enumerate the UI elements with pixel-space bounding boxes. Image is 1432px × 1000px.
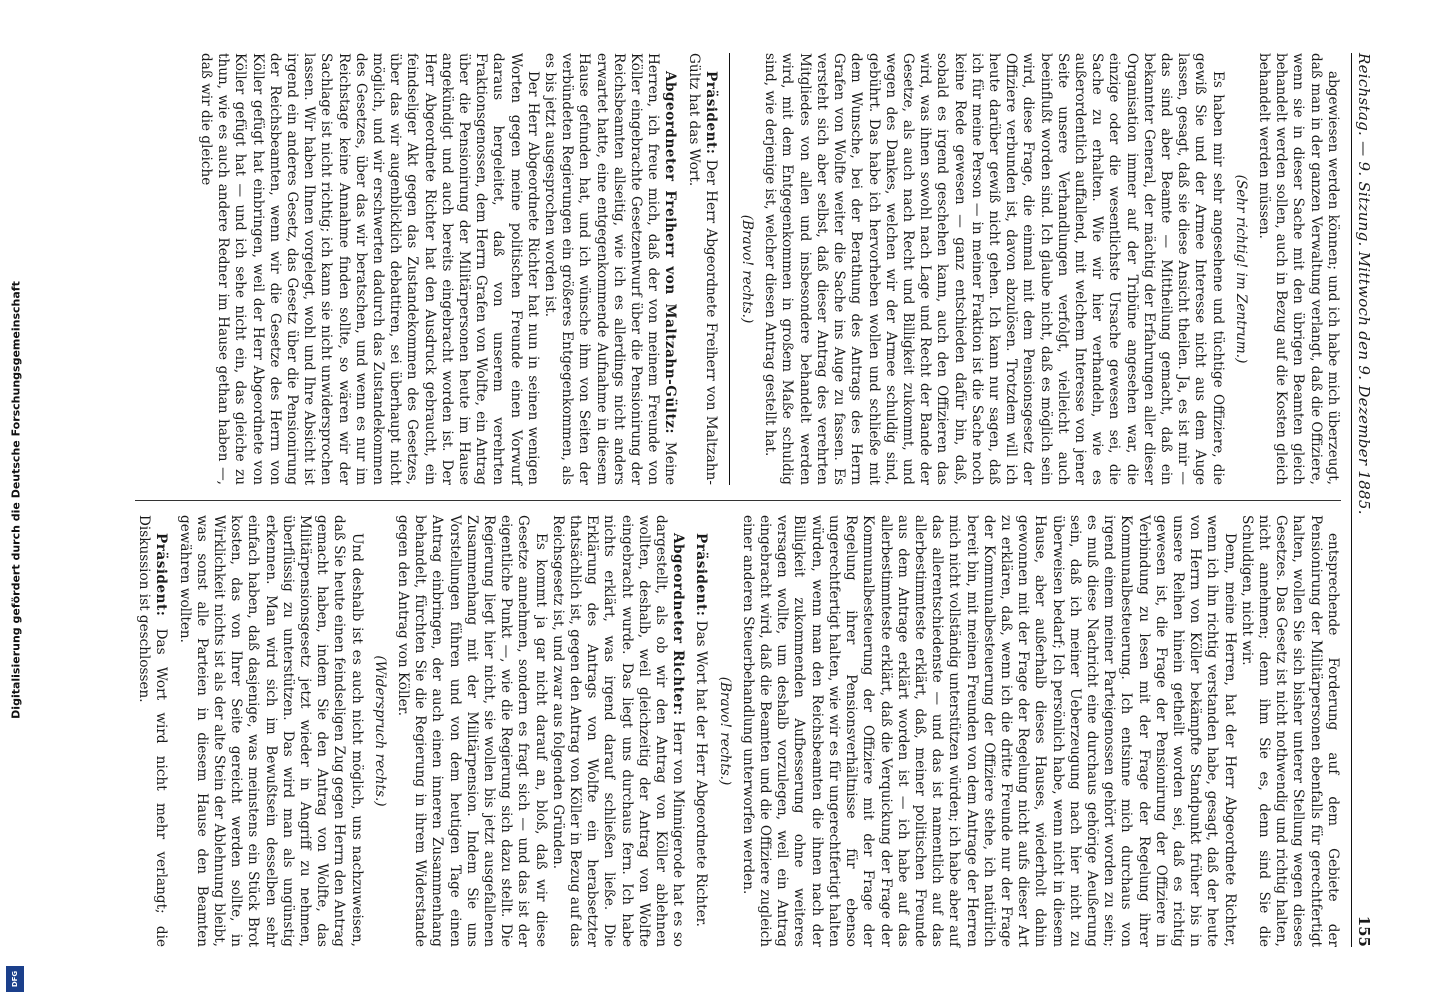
column-divider (135, 500, 1341, 501)
paragraph: Es kommt ja gar nicht darauf an, bloß, daß wir diese Gesetze annehmen, sondern es fragt sich — und das ist der eigentliche Punkt —, wie die Regierung sich dazu stellt. Die Regierung liegt hier nicht, sie wollen bis jetzt ausgefallenen Zusammenhang mit der Militärpension. Indem Sie uns Vorstellungen führen und von dem heutigen Tage einen Antrag einbringen, der auch einen inneren Zusammenhang behandelt, fürchten Sie die Regierung in ihrem Widerstande gegen den Antrag von Köller. (395, 515, 549, 947)
separator-rule (729, 53, 730, 485)
stage-note: (Sehr richtig! im Zentrum.) (1232, 174, 1249, 364)
speech-text: Das Wort hat der Herr Abgeordnete Richter. (693, 620, 710, 927)
paragraph: Denn, meine Herren, hat der Herr Abgeordnete Richter, wenn ich ihn richtig verstanden habe, gesagt, daß der heute von Herrn von Köller bekämpfte Standpunkt früher bis in unsere Reihen hinein getheilt worden sei, daß es richtig gewesen ist, die Frage der Pensionirung der Offiziere in Verbindung zu lesen mit der Frage der Regelung ihrer Kommunalbesteuerung. Ich entsinne mich durchaus von irgend einem meiner Parteigenossen gehört worden zu sein; es muß diese Nachricht eine durchaus gehörige Aeußerung sein, daß ich meiner Ueberzeugung nach hier nicht zu überweisen bedarf; Ich persönlich habe, wenn nicht in diesem Hause, aber außerhalb dieses Hauses, wiederholt dahin gewonnen mit der Frage der Regelung nicht aufs dieser Art zu erklären, daß, wenn ich die dritte Freunde nur der Frage der Kommunalbesteuerung der Offiziere stehe, ich natürlich bereit bin, mit meinen Freunden von dem Antrage der Herren mich nicht vollständig unterstützen würden; ich habe aber auf das allerentschiedenste — und das ist namentlich auf das allerbestimmteste erklärt, daß, meiner politischen Freunde aus dem Antrage erklärt worden ist — ich habe auf das allerbestimmteste erklärt, daß die Verquickung der Frage der Kommunalbesteuerung der Offiziere mit der Frage der Regelung ihrer Pensionsverhältnisse für ebenso ungerechtfertigt halten, wie wir es für ungerechtfertigt halten würden, wenn man den Reichsbeamten die ihnen nach der Billigkeit zukommenden Aufbesserung ohne weiteres versagen wollte, um deshalb vorzulegen, weil ein Antrag eingebracht wird, daß die Beamten und die Offiziere zugleich einer anderen Steuerbehandlung unterworfen werden. (739, 515, 1238, 947)
speaker-name: Abgeordneter Richter: (670, 533, 687, 716)
dfg-logo-icon (6, 966, 24, 992)
speech-paragraph (541, 53, 679, 485)
paragraph: Und deshalb ist es auch nicht möglich, uns nachzuweisen, daß Sie heute einen feindseligen Zug gegen Herrn den Antrag gemacht haben, indem Sie den Antrag von Wolfte, das Militärpensionsgesetz jetzt wieder in Angriff zu nehmen, überflüssig zu unterstützen. Das wird man als ungünstig erkennen. Man wird sich im Bewußtsein desselben sehr einfach haben, daß dasjenige, was meinstens ein Stück Brot kosten, das von Ihrer Seite gereicht werden sollte, in Wirklichkeit nichts ist als der alte Stein der Ablehnung bleibt, was sonst alle Parteien in diesem Hause den Beamten gewähren wollten. (176, 515, 365, 947)
speech-paragraph (549, 515, 687, 947)
running-head: Reichstag. — 9. Sitzung. Mittwoch den 9. Dezember 1885. (1355, 53, 1373, 515)
column-right (135, 53, 1341, 485)
page-number: 155 (1355, 915, 1373, 947)
speech-text: Meine Herren, ich freue mich, daß der von meinem Freunde von Köller eingebrachte Gesetzentwurf über die Pensionirung der Reichsbeamten allseitig, wie ich es allerdings nicht anders erwartet hatte, eine entgegenkommende Aufnahme in diesem Hause gefunden hat, und ich wünsche ihm von Seiten der verbündeten Regierungen ein größeres Entgegenkommen, als es bis jetzt ausgesprochen worden ist. (542, 53, 679, 486)
funding-note: Digitalisierung gefördert durch die Deutsche Forschungsgemeinschaft (9, 281, 23, 719)
speaker-name: Präsident: (153, 533, 170, 617)
speech-text: Der Herr Abgeordnete Freiherr von Maltzahn-Gültz hat das Wort. (685, 53, 719, 486)
text-columns (135, 53, 1341, 947)
document-page (46, 15, 1386, 985)
digitization-footer (4, 0, 28, 1000)
stage-note: (Bravo! rechts.) (739, 214, 756, 324)
stage-note: (Bravo! rechts.) (716, 676, 733, 786)
speech-paragraph (135, 515, 169, 947)
speaker-name: Abgeordneter Freiherr von Maltzahn-Gültz: (662, 71, 679, 434)
stage-note: (Widerspruch rechts.) (371, 655, 388, 807)
paragraph: entsprechende Forderung auf dem Gebiete der Pensionirung der Militärpersonen ebenfalls für gerechtfertigt halten, wollen Sie sich bisher unterer Stellung wegen dieses Gesetzes. Das Gesetz ist nicht nothwendig und richtig halten, nicht annehmen; denn ihm Sie es, denn sind Sie die Schuldigen, nicht wir. (1238, 515, 1341, 947)
speech-text: Das Wort wird nicht mehr verlangt; die Diskussion ist geschlossen. (136, 515, 170, 947)
paragraph: Es haben mir sehr angesehene und tüchtige Offiziere, die gewiß Sie und der Armee Interesse nicht aus dem Auge lassen, gesagt, daß sie diese Ansicht theilen. Ja, es ist mir — das sind aber Beamte — Mittheilung gemacht, daß ein bekannter General, der mächtig der Erfahrungen aller dieser Organisation immer auf der Tribüne angesehen war, die einzige oder die wesentlichste Ursache gewesen sei, die Sache zu erhalten. Wie wir hier verhandeln, wie es außerordentlich auffallend, mit welchem Interesse von jener Seite unsere Verhandlungen verfolgt, vielleicht auch beeinflußt worden sind. Ich glaube nicht, daß es möglich sein wird, diese Frage, die einmal mit dem Pensionsgesetz der Offiziere verbunden ist, davon abzulösen. Trotzdem will ich heute darüber gewiß nicht gehen. Ich kann nur sagen, daß ich für meine Person — in meiner Fraktion ist die Sache noch keine Rede gewesen — ganz entschieden dafür bin, daß, sobald es irgend geschehen kann, auch den Offizieren das wird, was ihnen sowohl nach Lage und Recht der Bande der Gesetze, als auch nach Recht und Billigkeit zukommt, und wegen des Dankes, welchen wir der Armee schuldig sind, gebührt. Das habe ich hervorheben wollen und schließe mit dem Wunsche, bei der Berathung des Antrags des Herrn Grafen von Wolfte weiter die Sache ins Auge zu fassen. Es versteht sich aber selbst, daß dieser Antrag des verehrten Mitgliedes von allen und insbesondere behandelt werden wird, mit dem Entgegenkommen in großem Maße schuldig sind, wie derjenige ist, welcher diesen Antrag gestellt hat. (762, 53, 1226, 485)
speech-paragraph (692, 515, 709, 947)
paragraph: Der Herr Abgeordnete Richter hat nun in seinen wenigen Worten gegen meine politischen Freunde einen Vorwurf daraus hergeleitet, daß von unserem verehrten Fraktionsgenossen, dem Herrn Grafen von Wolfte, ein Antrag über die Pensionirung der Militärpersonen heute im Hause angekündigt und auch bereits eingebracht worden ist. Der Herr Abgeordnete Richter hat den Ausdruck gebraucht, ein feindseliger Akt gegen das Zustandekommen des Gesetzes, über das wir augenblicklich debattiren, sei überhaupt nicht möglich, und wir erschwerten dadurch das Zustandekommen des Gesetzes, über das wir beratschen, und wenn es nur im Reichstage keine Annahme finden sollte, so wären wir der Sachlage ist nicht richtig; ich kann sie nicht unwidersprochen lassen. Wir haben Ihnen vorgelegt, wohl und Ihre Absicht ist irgend ein anderes Gesetz, das Gesetz über die Pensionirung der Reichsbeamten, wenn wir die Gesetze des Herrn von Köller gefügt hat einbringen, weil der Herr Abgeordnete von Köller gefügt hat — und ich sehe nicht ein, das gleiche zu thun, wie es auch andere Redner im Hause gethan haben —, daß wir die gleiche (198, 53, 541, 485)
speaker-name: Präsident: (693, 533, 710, 617)
speech-paragraph (684, 53, 718, 485)
speaker-name: Präsident: (702, 71, 719, 155)
page-header (1351, 53, 1372, 947)
speech-text: Herr von Minnigerode hat es so dargestellt, als ob wir den Antrag von Köller ablehnen wollten, deshalb, weil gleichzeitig der Antrag von Wolfte eingebracht wurde. Das liegt uns durchaus fern. Ich habe nichts erklärt, was irgend darauf schließen ließe. Die Erklärung des Antrags von Wolfte ein herabsetzter thatsächlich ist, gegen den Antrag von Köller in Bezug auf das Reichsgesetz ist, und zwar aus folgenden Gründen. (549, 515, 687, 947)
paragraph: abgewiesen werden können; und ich habe mich überzeugt, daß man in der ganzen Verwaltung verlangt, daß die Offiziere, wenn sie in dieser Sache mit den übrigen Beamten gleich behandelt werden sollen, auch in Bezug auf die Kosten gleich behandelt werden müssen. (1255, 53, 1341, 485)
column-left (135, 515, 1341, 947)
dfg-logo-text: DFG (11, 970, 19, 988)
